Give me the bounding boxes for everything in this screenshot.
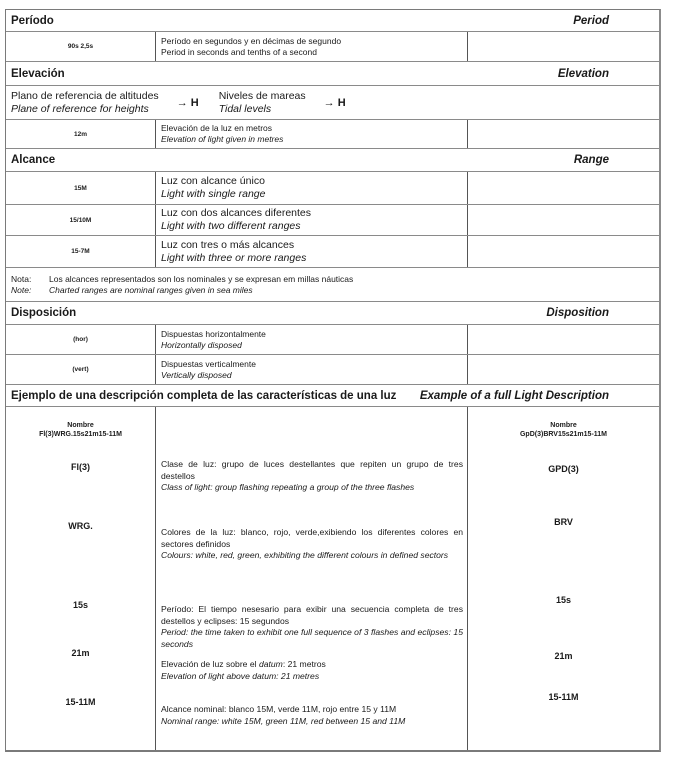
- tidal-levels-en: Tidal levels: [218, 102, 272, 115]
- symbol-cell: 90s 2,5s: [6, 32, 156, 61]
- table-row: [6, 355, 659, 385]
- table-row: [6, 325, 659, 355]
- description-es: Luz con tres o más alcances: [161, 238, 295, 251]
- description-es: Período en segundos y en décimas de segundo: [161, 35, 342, 46]
- table-row: [6, 172, 659, 205]
- description-cell: [156, 120, 468, 148]
- section-header-example: [6, 385, 659, 407]
- description-en: Elevation of light above datum: 21 metres: [161, 670, 320, 681]
- description-en: Class of light: group flashing repeating a group of the three flashes: [161, 482, 415, 492]
- example-left-column: [6, 407, 156, 750]
- description-es: Período: El tiempo nesesario para exibir una secuencia completa de tres destellos y eclipses: 15 segundos: [161, 604, 463, 626]
- symbol-cell: 15-7M: [6, 236, 156, 267]
- example-item: 15s: [72, 600, 89, 610]
- heights-reference-es: Plano de referencia de altitudes: [11, 89, 159, 102]
- example-description: [161, 459, 463, 494]
- note-label-en: Note:: [11, 285, 32, 295]
- chart-symbol-cell: [468, 172, 659, 204]
- example-right-column: [468, 407, 659, 750]
- description-en: Colours: white, red, green, exhibiting the different colours in defined sectors: [161, 550, 449, 560]
- chart-symbol-cell: [468, 325, 659, 354]
- example-body: [6, 407, 659, 750]
- nombre-value: Fl(3)WRG.15s21m15-11M: [39, 431, 122, 438]
- description-es: Elevación de la luz en metros: [161, 123, 273, 133]
- table-row: [6, 236, 659, 268]
- section-title-en: Range: [573, 154, 609, 166]
- table-row: [6, 32, 659, 62]
- symbol-cell: 12m: [6, 120, 156, 148]
- description-es: Dispuestas verticalmente: [161, 358, 256, 369]
- symbol-cell: (hor): [6, 325, 156, 354]
- description-en: Horizontally disposed: [161, 339, 242, 350]
- section-header-disposition: [6, 302, 659, 325]
- example-item: 21m: [554, 651, 573, 661]
- section-title-en: Period: [573, 14, 609, 27]
- description-es: Elevación de luz sobre el datum: 21 metros: [161, 659, 326, 669]
- section-title-es: Ejemplo de una descripción completa de las características de una luz: [11, 389, 397, 402]
- description-es: Luz con dos alcances diferentes: [161, 207, 312, 219]
- symbol-cell: (vert): [6, 355, 156, 384]
- section-header-elevation: [6, 62, 659, 86]
- description-es: Luz con alcance único: [161, 175, 265, 187]
- chart-symbol-cell: [468, 236, 659, 267]
- section-title-en: Example of a full Light Description: [419, 389, 609, 402]
- description-es: Clase de luz: grupo de luces destellantes que repiten un grupo de tres destellos: [161, 459, 463, 481]
- example-item: GPD(3): [548, 464, 579, 474]
- description-cell: [156, 205, 468, 235]
- description-en: Light with single range: [161, 188, 266, 200]
- section-title-es: Elevación: [11, 67, 65, 80]
- section-title-en: Elevation: [557, 67, 609, 80]
- symbol-cell: 15/10M: [6, 205, 156, 235]
- description-es: Colores de la luz: blanco, rojo, verde,exibiendo los diferentes colores en sectores definidos: [161, 527, 463, 549]
- description-en: Light with two different ranges: [161, 220, 301, 232]
- section-title-en: Disposition: [546, 307, 609, 319]
- chart-symbol-cell: [468, 355, 659, 384]
- section-header-range: [6, 149, 659, 172]
- example-item: BRV: [554, 517, 573, 527]
- tidal-levels-es: Niveles de mareas: [218, 89, 306, 102]
- example-item: 15-11M: [548, 692, 579, 702]
- light-characteristics-table: [5, 9, 661, 752]
- example-item: 21m: [71, 648, 90, 658]
- table-row: [6, 205, 659, 236]
- arrow-right-icon: → H: [323, 96, 346, 109]
- chart-symbol-cell: [468, 32, 659, 61]
- example-description: [161, 704, 463, 727]
- example-description-column: [156, 407, 468, 750]
- chart-symbol-cell: [468, 205, 659, 235]
- description-cell: [156, 325, 468, 354]
- elevation-reference-row: [6, 86, 659, 120]
- example-description: [161, 604, 463, 650]
- description-cell: [156, 355, 468, 384]
- description-es: Alcance nominal: blanco 15M, verde 11M, rojo entre 15 y 11M: [161, 704, 397, 714]
- section-title-es: Disposición: [11, 307, 77, 319]
- symbol-cell: 15M: [6, 172, 156, 204]
- description-en: Period: the time taken to exhibit one full sequence of 3 flashes and eclipses: 15 seconds: [161, 627, 463, 649]
- range-note: [6, 268, 659, 302]
- description-cell: [156, 236, 468, 267]
- description-en: Vertically disposed: [161, 369, 232, 380]
- example-description: [161, 659, 463, 682]
- section-title-es: Período: [11, 14, 54, 27]
- description-en: Light with three or more ranges: [161, 251, 307, 264]
- example-item: 15-11M: [65, 697, 96, 707]
- description-en: Nominal range: white 15M, green 11M, red between 15 and 11M: [161, 715, 406, 726]
- section-header-period: [6, 10, 659, 32]
- description-cell: [156, 172, 468, 204]
- description-en: Period in seconds and tenths of a second: [161, 46, 317, 57]
- note-text-es: Los alcances representados son los nominales y se expresan em millas náuticas: [49, 274, 354, 284]
- description-es: Dispuestas horizontalmente: [161, 328, 266, 339]
- note-text-en: Charted ranges are nominal ranges given in sea miles: [49, 285, 253, 295]
- example-description: [161, 527, 463, 562]
- example-item: WRG.: [68, 521, 93, 531]
- table-row: [6, 120, 659, 149]
- nombre-value: GpD(3)BRV15s21m15-11M: [519, 431, 608, 438]
- nombre-label: Nombre: [550, 422, 577, 429]
- example-item: 15s: [555, 595, 572, 605]
- note-label-es: Nota:: [11, 274, 32, 284]
- heights-reference-en: Plane of reference for heights: [11, 102, 149, 115]
- nombre-label: Nombre: [67, 422, 94, 429]
- description-en: Elevation of light given in metres: [161, 134, 284, 144]
- arrow-right-icon: → H: [176, 96, 199, 109]
- description-cell: [156, 32, 468, 61]
- example-item: Fl(3): [71, 462, 90, 472]
- chart-symbol-cell: [468, 120, 659, 148]
- section-title-es: Alcance: [11, 154, 56, 166]
